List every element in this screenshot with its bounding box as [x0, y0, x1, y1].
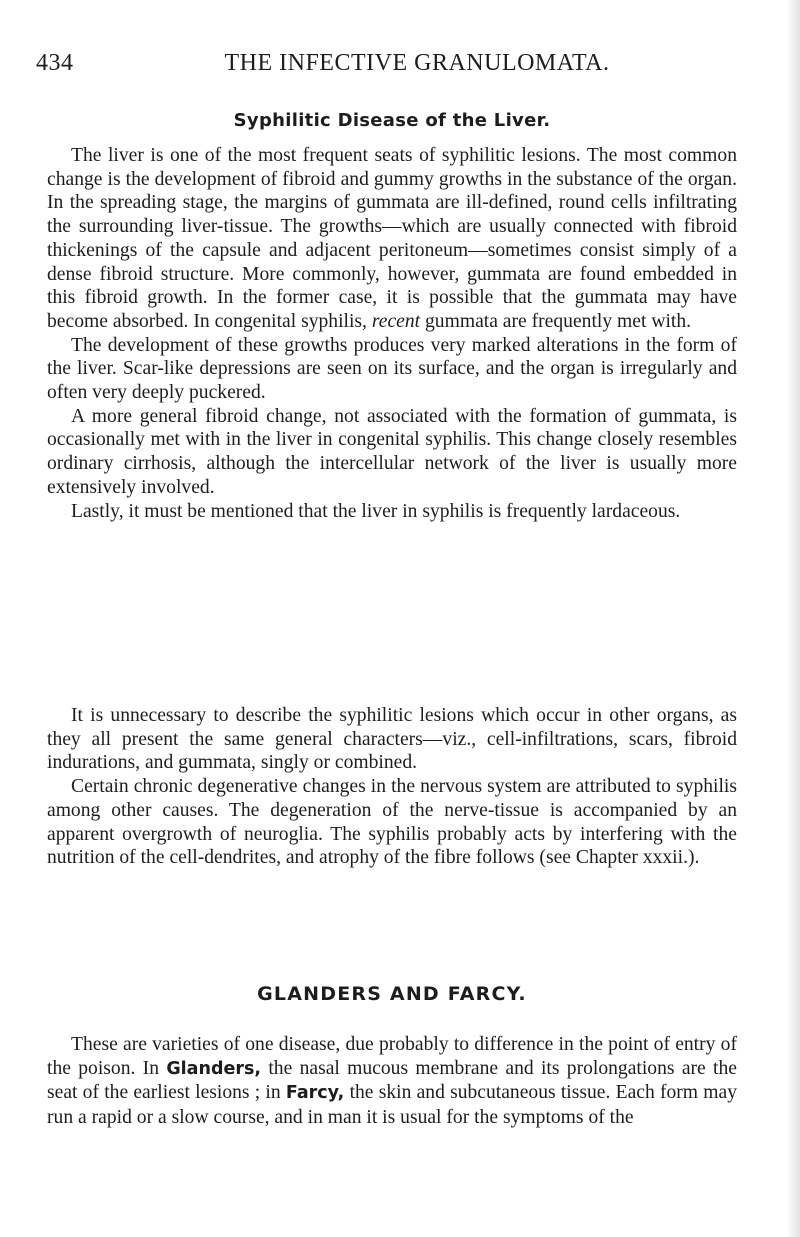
text-run: These are varieties of one disease, due probably to difference in the point of entry of the poison. In — [47, 1034, 737, 1079]
section-heading-liver: Syphilitic Disease of the Liver. — [233, 110, 551, 131]
paragraph: The development of these growths produces very marked alterations in the form of the liver. Scar-like depressions are seen on its surface, and the organ is irregularly and often very deeply puckered. — [47, 334, 737, 404]
section-heading-glanders: GLANDERS AND FARCY. — [257, 983, 527, 1005]
bold-term: Farcy, — [285, 1083, 345, 1104]
glanders-body — [47, 1033, 737, 1130]
italic-term: recent — [371, 310, 421, 332]
section-glanders — [47, 983, 737, 1005]
page-number: 434 — [36, 50, 74, 76]
text-run: The liver is one of the most frequent seats of syphilitic lesions. The most common change is the development of fibroid and gummy growths in the substance of the organ. In the spreading stage, the margins of gummata are ill-defined, round cells infiltrating the surrounding liver-tissue. The growths—which are usually connected with fibroid thickenings of the capsule and adjacent peritoneum—sometimes consist simply of a dense fibroid structure. More commonly, however, gummata are found embedded in this fibroid growth. In the former case, it is possible that the gummata may have become absorbed. In congenital syphilis, — [47, 145, 737, 332]
running-title: THE INFECTIVE GRANULOMATA. — [224, 50, 610, 76]
section-other-organs — [47, 704, 737, 870]
running-header — [36, 50, 736, 84]
paragraph: Lastly, it must be mentioned that the liver in syphilis is frequently lardaceous. — [71, 500, 681, 522]
text-run: gummata are frequently met with. — [425, 310, 692, 332]
section-liver — [47, 110, 737, 131]
paragraph — [47, 1033, 737, 1130]
liver-body — [47, 144, 737, 523]
text-run: the skin and subcutaneous tissue. Each form may run a rapid or a slow course, and in man it is usual for the symptoms of the — [47, 1082, 737, 1129]
paragraph: A more general fibroid change, not associated with the formation of gummata, is occasionally met with in the liver in congenital syphilis. This change closely resembles ordinary cirrhosis, although the intercellular network of the liver is usually more extensively involved. — [47, 405, 737, 498]
paragraph: Certain chronic degenerative changes in the nervous system are attributed to syphilis among other causes. The degeneration of the nerve-tissue is accompanied by an apparent overgrowth of neuroglia. The syphilis probably acts by interfering with the nutrition of the cell-dendrites, and atrophy of the fibre follows (see Chapter xxxii.). — [47, 776, 737, 869]
bold-term: Glanders, — [166, 1058, 262, 1079]
page-edge-shadow — [786, 0, 800, 1237]
paragraph: It is unnecessary to describe the syphilitic lesions which occur in other organs, as they all present the same general characters—viz., cell-infiltrations, scars, fibroid indurations, and gummata, singly or combined. — [47, 705, 737, 774]
paragraph — [47, 144, 737, 334]
text-run: the nasal mucous membrane and its prolongations are the seat of the earliest lesions ; in — [47, 1057, 737, 1104]
